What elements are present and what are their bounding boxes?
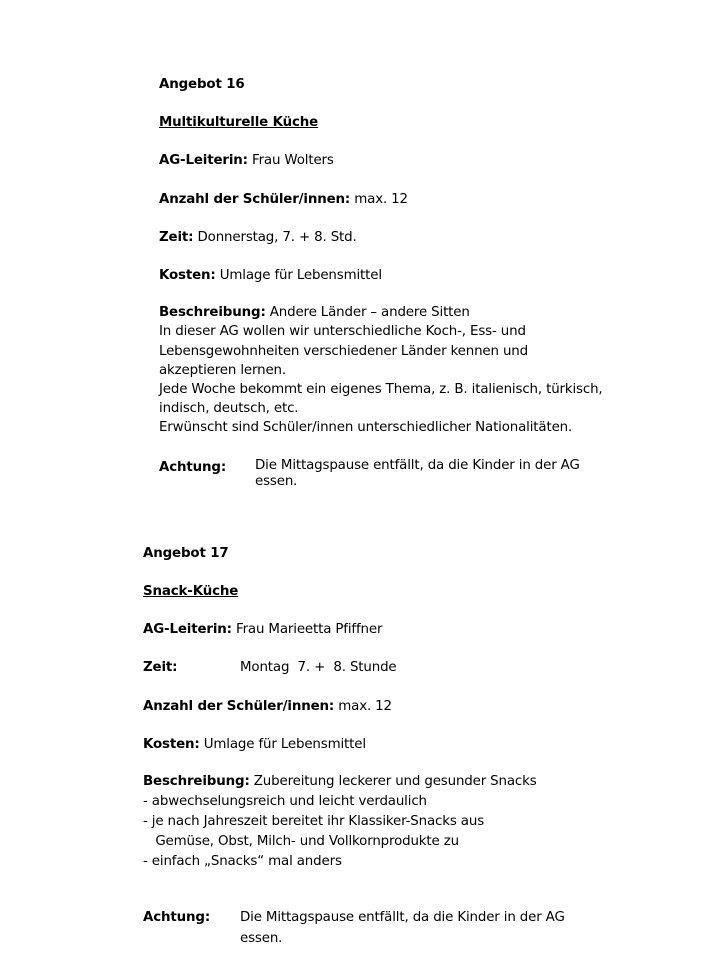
offer-16-desc-line: indisch, deutsch, etc. [159, 401, 299, 416]
offer-16-time-label: Zeit: [159, 230, 194, 245]
offer-16-cost-value: Umlage für Lebensmittel [219, 268, 382, 283]
offer-16-note-line: essen. [255, 474, 298, 489]
offer-17-leader-label: AG-Leiterin: [143, 622, 232, 637]
offer-16-desc-line: Erwünscht sind Schüler/innen unterschiedlicher Nationalitäten. [159, 420, 573, 435]
offer-16-count-label: Anzahl der Schüler/innen: [159, 192, 351, 207]
offer-16-note-label: Achtung: [159, 460, 227, 475]
offer-17-note-label: Achtung: [143, 910, 211, 925]
offer-16-leader-label: AG-Leiterin: [159, 153, 248, 168]
offer-16-note-line: Die Mittagspause entfällt, da die Kinder in der AG [255, 458, 580, 473]
offer-17-title: Snack-Küche [143, 584, 239, 599]
offer-17-leader-value: Frau Marieetta Pfiffner [236, 622, 383, 637]
offer-16-leader-value: Frau Wolters [252, 153, 334, 168]
offer-16-cost-label: Kosten: [159, 268, 216, 283]
offer-16-desc-line: Lebensgewohnheiten verschiedener Länder kennen und [159, 344, 528, 359]
offer-16-description [159, 303, 470, 322]
offer-17-cost-value: Umlage für Lebensmittel [203, 737, 366, 752]
offer-16-cost [159, 266, 382, 285]
offer-17-cost-label: Kosten: [143, 737, 200, 752]
offer-17-count [143, 697, 392, 716]
offer-17-cost [143, 735, 366, 754]
offer-17-note-line: Die Mittagspause entfällt, da die Kinder in der AG [240, 910, 565, 925]
offer-16-count-value: max. 12 [354, 192, 408, 207]
offer-17-desc-line: Gemüse, Obst, Milch- und Vollkornprodukte zu [143, 834, 459, 849]
offer-16-time [159, 228, 357, 247]
offer-16-title: Multikulturelle Küche [159, 115, 319, 130]
offer-17-desc-line: - je nach Jahreszeit bereitet ihr Klassiker-Snacks aus [143, 814, 485, 829]
offer-17-desc-line: - abwechselungsreich und leicht verdaulich [143, 794, 427, 809]
offer-17-desc-line: - einfach „Snacks“ mal anders [143, 854, 342, 869]
offer-17-description [143, 772, 537, 791]
offer-17-desc-label: Beschreibung: [143, 774, 250, 789]
offer-17-count-label: Anzahl der Schüler/innen: [143, 699, 335, 714]
offer-17-note-line: essen. [240, 931, 283, 946]
offer-16-time-value: Donnerstag, 7. + 8. Std. [197, 230, 357, 245]
offer-17-time-label: Zeit: [143, 660, 178, 675]
offer-16-desc-value: Andere Länder – andere Sitten [269, 305, 470, 320]
offer-17-heading: Angebot 17 [143, 546, 229, 561]
offer-16-desc-label: Beschreibung: [159, 305, 266, 320]
offer-16-desc-line: Jede Woche bekommt ein eigenes Thema, z. B. italienisch, türkisch, [159, 382, 603, 397]
offer-16-desc-line: akzeptieren lernen. [159, 363, 286, 378]
offer-17-time-value: Montag 7. + 8. Stunde [240, 660, 397, 675]
offer-16-leader [159, 151, 334, 170]
offer-16-count [159, 190, 408, 209]
offer-17-count-value: max. 12 [338, 699, 392, 714]
offer-17-desc-value: Zubereitung leckerer und gesunder Snacks [253, 774, 537, 789]
offer-16-heading: Angebot 16 [159, 77, 245, 92]
offer-16-desc-line: In dieser AG wollen wir unterschiedliche Koch-, Ess- und [159, 324, 526, 339]
offer-17-leader [143, 620, 382, 639]
